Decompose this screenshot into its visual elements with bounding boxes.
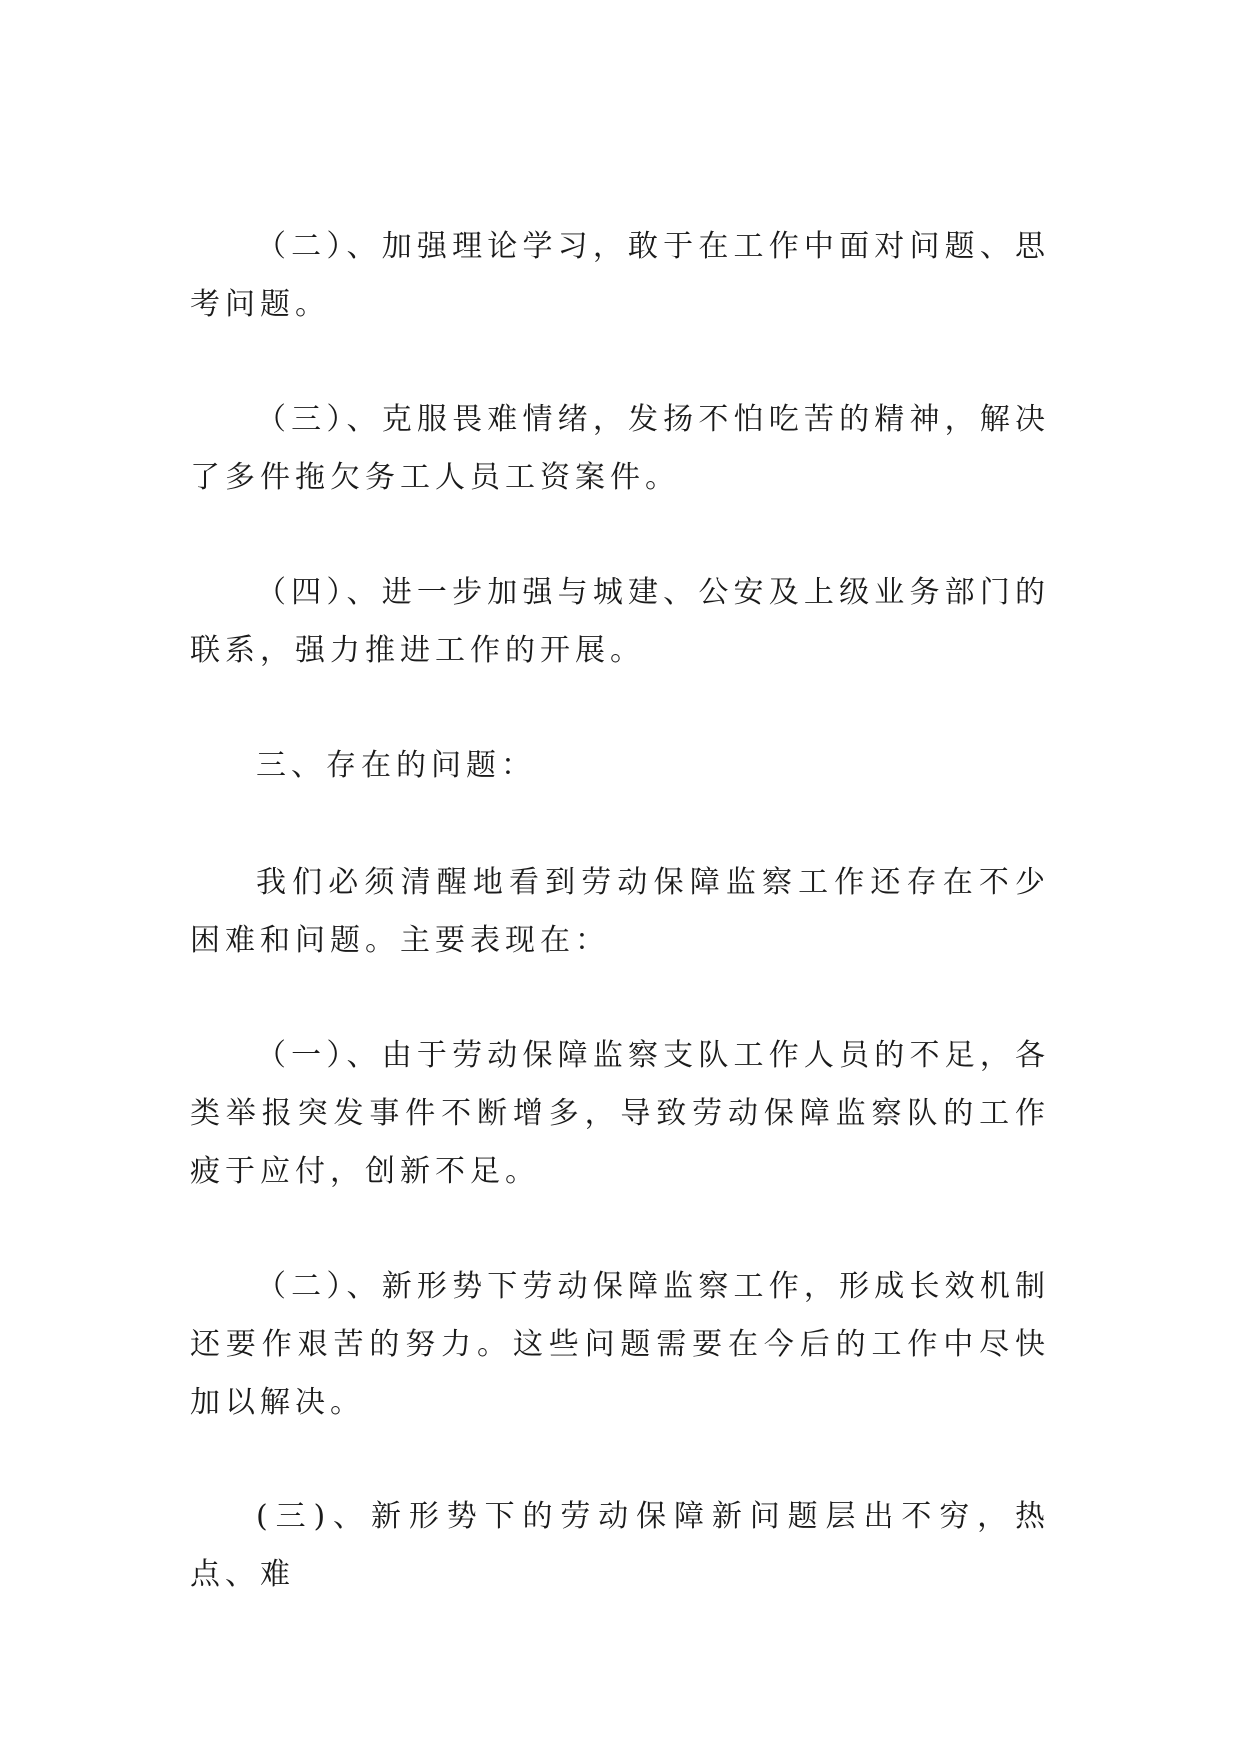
- paragraph-problem-new-issues: (三)、新形势下的劳动保障新问题层出不穷，热点、难: [190, 1499, 1050, 1592]
- paragraph-overcome-difficulties: （三）、克服畏难情绪，发扬不怕吃苦的精神，解决了多件拖欠务工人员工资案件。: [190, 402, 1050, 495]
- section-heading-problems: 三、存在的问题：: [256, 748, 536, 783]
- paragraph-problems-intro: 我们必须清醒地看到劳动保障监察工作还存在不少困难和问题。主要表现在：: [190, 865, 1050, 958]
- paragraph-theory-study: （二）、加强理论学习，敢于在工作中面对问题、思考问题。: [190, 229, 1050, 322]
- paragraph-strengthen-contact: （四）、进一步加强与城建、公安及上级业务部门的联系，强力推进工作的开展。: [190, 575, 1050, 668]
- paragraph-problem-long-term-mechanism: （二）、新形势下劳动保障监察工作，形成长效机制还要作艰苦的努力。这些问题需要在今后的工作中尽快加以解决。: [190, 1269, 1050, 1420]
- paragraph-problem-staff-shortage: （一）、由于劳动保障监察支队工作人员的不足，各类举报突发事件不断增多，导致劳动保障监察队的工作疲于应付，创新不足。: [190, 1038, 1050, 1189]
